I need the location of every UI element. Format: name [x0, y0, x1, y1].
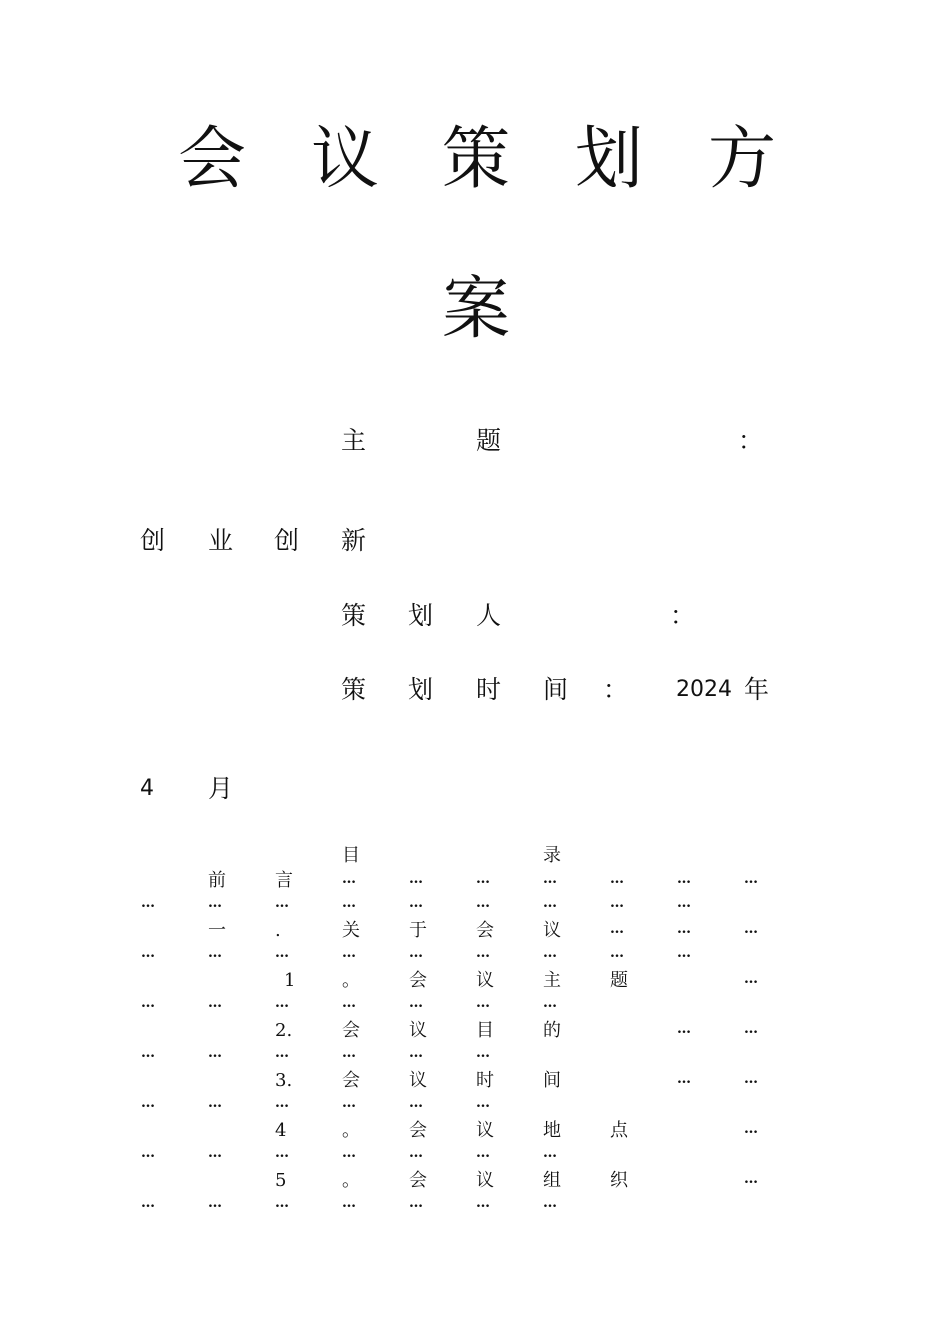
toc-leader-dots: …: [677, 1071, 691, 1087]
toc-leader-dots: …: [275, 895, 289, 911]
toc-leader-dots: …: [409, 1145, 423, 1161]
theme-value-char: 创: [274, 526, 300, 555]
title-char: 会: [178, 120, 247, 199]
toc-leader-dots: …: [342, 871, 356, 887]
time-label-char: 策: [341, 675, 367, 704]
toc-leader-dots: …: [141, 1145, 155, 1161]
toc-leader-dots: …: [744, 971, 758, 987]
toc-leader-dots: …: [141, 1095, 155, 1111]
toc-entry-char: 。: [342, 1120, 360, 1141]
toc-entry-char: 2.: [275, 1020, 293, 1041]
toc-entry-char: 会: [476, 920, 494, 941]
theme-value-char: 新: [341, 526, 367, 555]
toc-entry-char: 会: [409, 970, 427, 991]
theme-label-char: 题: [476, 426, 502, 455]
toc-leader-dots: …: [208, 895, 222, 911]
toc-leader-dots: …: [342, 1045, 356, 1061]
toc-leader-dots: …: [342, 1195, 356, 1211]
toc-leader-dots: …: [476, 995, 490, 1011]
toc-leader-dots: …: [342, 1145, 356, 1161]
toc-entry-char: 的: [543, 1020, 561, 1041]
planner-label-char: 策: [341, 601, 367, 630]
toc-leader-dots: …: [543, 1195, 557, 1211]
toc-leader-dots: …: [208, 1095, 222, 1111]
toc-leader-dots: …: [543, 895, 557, 911]
toc-entry-char: 。: [342, 1170, 360, 1191]
toc-entry-char: 主: [543, 970, 561, 991]
toc-entry-char: 会: [409, 1120, 427, 1141]
toc-entry-char: 1: [284, 970, 296, 991]
time-label-char: 时: [476, 675, 502, 704]
toc-entry-char: 5: [275, 1170, 287, 1191]
toc-leader-dots: …: [141, 1045, 155, 1061]
toc-leader-dots: …: [543, 871, 557, 887]
theme-label-char: 主: [341, 426, 367, 455]
toc-leader-dots: …: [543, 1145, 557, 1161]
toc-leader-dots: …: [409, 945, 423, 961]
toc-leader-dots: …: [476, 871, 490, 887]
toc-entry-char: 间: [543, 1070, 561, 1091]
toc-leader-dots: …: [141, 945, 155, 961]
toc-leader-dots: …: [342, 895, 356, 911]
toc-leader-dots: …: [342, 995, 356, 1011]
toc-leader-dots: …: [543, 995, 557, 1011]
toc-leader-dots: …: [744, 1171, 758, 1187]
toc-leader-dots: …: [744, 921, 758, 937]
toc-entry-char: 于: [409, 920, 427, 941]
toc-leader-dots: …: [342, 1095, 356, 1111]
year-unit: 年: [744, 675, 770, 704]
toc-leader-dots: …: [409, 895, 423, 911]
toc-entry-char: 言: [275, 870, 293, 891]
title-char: 方: [708, 120, 777, 199]
toc-leader-dots: …: [409, 995, 423, 1011]
title-char: 议: [311, 120, 380, 199]
toc-entry-char: 议: [409, 1020, 427, 1041]
title-char: 策: [442, 120, 511, 199]
toc-entry-char: 组: [543, 1170, 561, 1191]
toc-entry-char: .: [275, 920, 281, 941]
toc-leader-dots: …: [208, 945, 222, 961]
toc-leader-dots: …: [744, 871, 758, 887]
toc-entry-char: 4: [275, 1120, 287, 1141]
toc-entry-char: 关: [342, 920, 360, 941]
toc-leader-dots: …: [476, 1045, 490, 1061]
month-unit: 月: [208, 774, 234, 803]
toc-entry-char: 织: [610, 1170, 628, 1191]
toc-entry-char: 时: [476, 1070, 494, 1091]
toc-leader-dots: …: [476, 1195, 490, 1211]
toc-leader-dots: …: [476, 1145, 490, 1161]
toc-leader-dots: …: [677, 921, 691, 937]
toc-leader-dots: …: [208, 995, 222, 1011]
toc-entry-char: 题: [610, 970, 628, 991]
toc-leader-dots: …: [744, 1121, 758, 1137]
toc-leader-dots: …: [141, 1195, 155, 1211]
toc-entry-char: 会: [342, 1070, 360, 1091]
title-char: 划: [575, 120, 644, 199]
planner-colon: ：: [670, 601, 696, 630]
toc-leader-dots: …: [409, 1095, 423, 1111]
toc-leader-dots: …: [610, 921, 624, 937]
month-value: 4: [140, 776, 154, 801]
toc-entry-char: 目: [476, 1020, 494, 1041]
toc-leader-dots: …: [275, 1095, 289, 1111]
toc-leader-dots: …: [208, 1045, 222, 1061]
toc-leader-dots: …: [275, 1145, 289, 1161]
toc-leader-dots: …: [208, 1195, 222, 1211]
toc-leader-dots: …: [275, 1195, 289, 1211]
theme-colon: ：: [738, 426, 764, 455]
toc-leader-dots: …: [744, 1071, 758, 1087]
toc-entry-char: 议: [409, 1070, 427, 1091]
theme-value-char: 创: [140, 526, 166, 555]
toc-leader-dots: …: [476, 945, 490, 961]
toc-leader-dots: …: [677, 871, 691, 887]
toc-leader-dots: …: [476, 895, 490, 911]
planner-label-char: 人: [476, 601, 502, 630]
toc-entry-char: 3.: [275, 1070, 293, 1091]
toc-leader-dots: …: [275, 1045, 289, 1061]
toc-entry-char: 点: [610, 1120, 628, 1141]
toc-entry-char: 议: [543, 920, 561, 941]
toc-leader-dots: …: [409, 1195, 423, 1211]
toc-entry-char: 议: [476, 1170, 494, 1191]
toc-leader-dots: …: [275, 995, 289, 1011]
toc-entry-char: 议: [476, 970, 494, 991]
theme-value-char: 业: [208, 526, 234, 555]
toc-entry-char: 会: [342, 1020, 360, 1041]
year-value: 2024: [676, 677, 732, 702]
time-label-char: 划: [408, 675, 434, 704]
toc-entry-char: 前: [208, 870, 226, 891]
planner-label-char: 划: [408, 601, 434, 630]
toc-entry-char: 一: [208, 920, 226, 941]
toc-entry-char: 议: [476, 1120, 494, 1141]
toc-leader-dots: …: [342, 945, 356, 961]
toc-leader-dots: …: [610, 895, 624, 911]
toc-leader-dots: …: [275, 945, 289, 961]
toc-leader-dots: …: [677, 1021, 691, 1037]
toc-heading-char: 录: [543, 845, 561, 866]
toc-leader-dots: …: [409, 871, 423, 887]
toc-leader-dots: …: [677, 945, 691, 961]
toc-leader-dots: …: [543, 945, 557, 961]
title-char: 案: [442, 270, 511, 349]
toc-entry-char: 。: [342, 970, 360, 991]
toc-leader-dots: …: [409, 1045, 423, 1061]
toc-leader-dots: …: [744, 1021, 758, 1037]
time-label-char: 间: [543, 675, 569, 704]
toc-leader-dots: …: [610, 945, 624, 961]
toc-leader-dots: …: [476, 1095, 490, 1111]
time-colon: ：: [603, 675, 629, 704]
toc-leader-dots: …: [610, 871, 624, 887]
toc-entry-char: 地: [543, 1120, 561, 1141]
toc-leader-dots: …: [141, 995, 155, 1011]
toc-leader-dots: …: [208, 1145, 222, 1161]
toc-entry-char: 会: [409, 1170, 427, 1191]
toc-leader-dots: …: [677, 895, 691, 911]
toc-leader-dots: …: [141, 895, 155, 911]
toc-heading-char: 目: [342, 845, 360, 866]
